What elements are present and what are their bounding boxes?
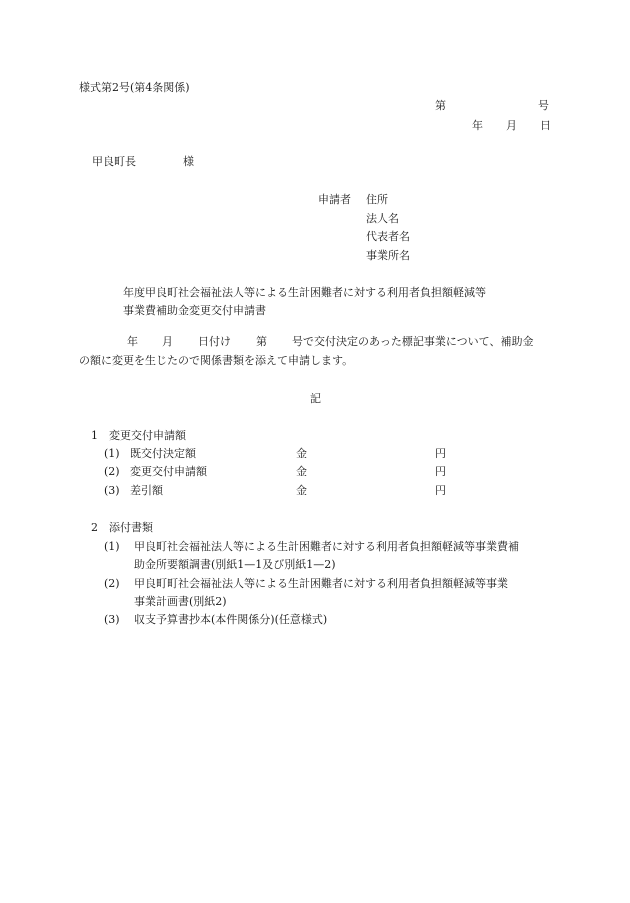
attachment-line1: 収支予算書抄本(本件関係分)(任意様式)	[134, 613, 328, 626]
section1-row-kin: 金	[296, 465, 307, 478]
attachment-line2: 助金所要額調書(別紙1—1及び別紙1—2)	[134, 558, 336, 571]
addressee-name: 甲良町長	[92, 155, 136, 168]
section1-row-num: (2)	[104, 465, 120, 478]
document-title-line1: 年度甲良町社会福祉法人等による生計困難者に対する利用者負担額軽減等	[123, 286, 486, 299]
section1-row-label: 変更交付申請額	[130, 465, 207, 478]
applicant-label: 申請者	[318, 193, 351, 206]
doc-number-go: 号	[538, 99, 549, 112]
body-month: 月	[162, 335, 173, 348]
attachment-num: (1)	[104, 540, 120, 553]
body-year: 年	[127, 335, 138, 348]
body-text-line2: の額に変更を生じたので関係書類を添えて申請します。	[79, 354, 354, 367]
attachment-num: (2)	[104, 577, 120, 590]
date-day: 日	[540, 119, 551, 132]
section1-row-yen: 円	[435, 447, 446, 460]
body-dai: 第	[256, 335, 267, 348]
document-title-line2: 事業費補助金変更交付申請書	[123, 304, 266, 317]
date-month: 月	[506, 119, 517, 132]
applicant-corp-name: 法人名	[366, 212, 399, 225]
attachment-line2: 事業計画書(別紙2)	[134, 595, 227, 608]
section1-row-label: 既交付決定額	[130, 447, 196, 460]
applicant-office-name: 事業所名	[366, 249, 410, 262]
attachment-line1: 甲良町社会福祉法人等による生計困難者に対する利用者負担額軽減等事業費補	[134, 540, 519, 553]
section1-row-yen: 円	[435, 484, 446, 497]
body-dated: 日付け	[198, 335, 231, 348]
section1-heading: 1 変更交付申請額	[91, 429, 186, 442]
form-number: 様式第2号(第4条関係)	[79, 81, 190, 94]
body-text-line1: 号で交付決定のあった標記事業について、補助金	[292, 335, 534, 348]
applicant-representative: 代表者名	[366, 230, 410, 243]
ki-heading: 記	[310, 392, 321, 405]
attachment-num: (3)	[104, 613, 120, 626]
attachment-line1: 甲良町町社会福祉法人等による生計困難者に対する利用者負担額軽減等事業	[134, 577, 508, 590]
section1-row-yen: 円	[435, 465, 446, 478]
section1-row-label: 差引額	[130, 484, 163, 497]
applicant-address: 住所	[366, 193, 388, 206]
section1-row-num: (3)	[104, 484, 120, 497]
section1-row-kin: 金	[296, 484, 307, 497]
addressee-honorific: 様	[183, 155, 194, 168]
date-year: 年	[472, 119, 483, 132]
doc-number-dai: 第	[435, 99, 446, 112]
section2-heading: 2 添付書類	[91, 521, 153, 534]
section1-row-num: (1)	[104, 447, 120, 460]
section1-row-kin: 金	[296, 447, 307, 460]
